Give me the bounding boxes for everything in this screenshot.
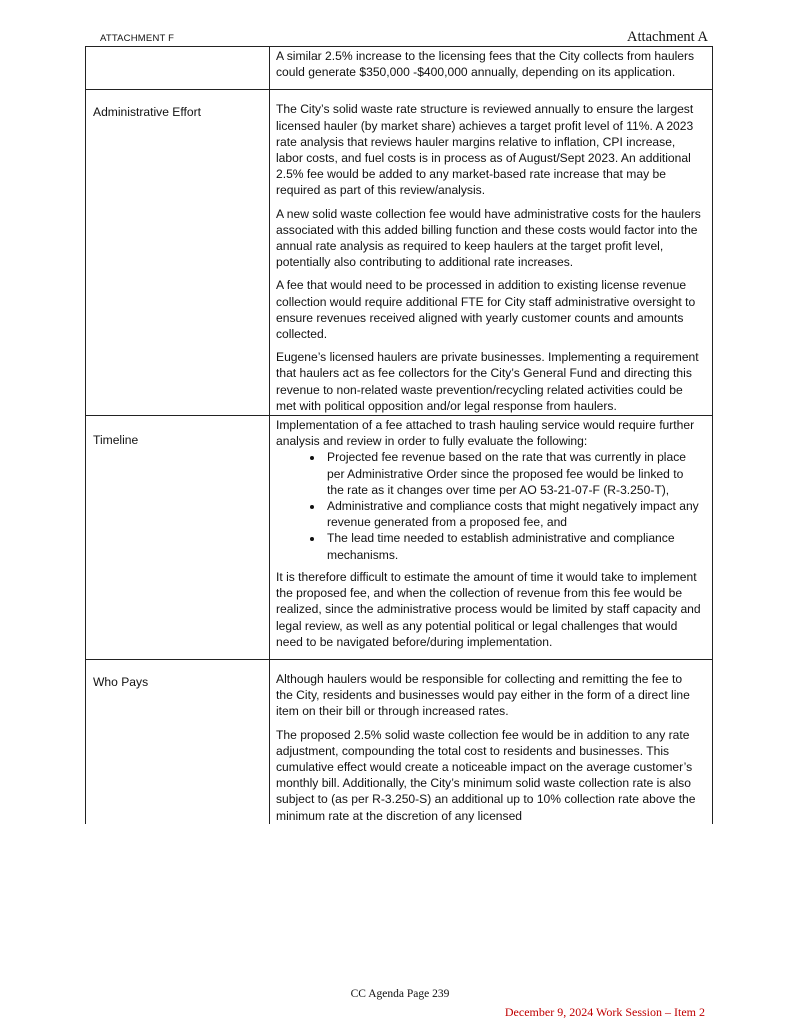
row-label-who-pays: Who Pays	[86, 659, 270, 823]
document-table	[85, 46, 713, 824]
row-content	[270, 47, 713, 90]
bullet-list	[276, 449, 702, 562]
list-item: • Projected fee revenue based on the rate that was currently in place per Administrative Order since the proposed fee would be linked to the rate as it changes over time per AO 53-21-07-F (R-3.250-T),	[324, 449, 702, 498]
paragraph: A new solid waste collection fee would have administrative costs for the haulers associated with this added billing function and these costs would factor into the annual rate analysis as required to keep haulers at the target profit level, potentially also contributing to additional rate increases.	[276, 206, 701, 270]
row-label-administrative-effort: Administrative Effort	[86, 90, 270, 416]
table-row	[86, 659, 713, 823]
page-number: CC Agenda Page 239	[350, 988, 450, 1000]
row-content	[270, 659, 713, 823]
row-content	[270, 90, 713, 416]
table-row	[86, 416, 713, 660]
list-item: • The lead time needed to establish administrative and compliance mechanisms.	[324, 530, 702, 562]
list-item: • Administrative and compliance costs that might negatively impact any revenue generated from a proposed fee, and	[324, 498, 702, 530]
row-content	[270, 416, 713, 660]
header-attachment-f: ATTACHMENT F	[100, 33, 175, 44]
paragraph: A similar 2.5% increase to the licensing fees that the City collects from haulers could generate $350,000 -$400,000 annually, depending on its application.	[276, 49, 695, 80]
paragraph: It is therefore difficult to estimate the amount of time it would take to implement the proposed fee, and when the collection of revenue from this fee would be realized, since the administrative process would be limited by staff capacity and legal review, as well as any potential political or legal challenges that would need to be navigated before/during implementation.	[276, 569, 701, 649]
header-attachment-a: Attachment A	[627, 29, 708, 45]
paragraph: The proposed 2.5% solid waste collection fee would be in addition to any rate adjustment, compounding the total cost to residents and businesses. This cumulative effect would create a noticeable impact on the average customer’s monthly bill. Additionally, the City’s minimum solid waste collection rate is also subject to (as per R-3.250-S) an additional up to 10% collection rate above the minimum rate at the discretion of any licensed	[276, 727, 696, 823]
table-row	[86, 90, 713, 416]
row-label-empty	[86, 47, 270, 90]
session-label: December 9, 2024 Work Session – Item 2	[504, 1005, 705, 1019]
paragraph: Although haulers would be responsible for collecting and remitting the fee to the City, residents and businesses would pay either in the form of a direct line item on their bill or through increased rates.	[276, 671, 690, 719]
table-row	[86, 47, 713, 90]
paragraph: The City’s solid waste rate structure is reviewed annually to ensure the largest licensed hauler (by market share) achieves a target profit level of 11%. A 2023 rate analysis that reviews hauler margins relative to inflation, CPI increase, labor costs, and fuel costs is in process as of August/Sept 2023. An additional 2.5% fee would be added to any market-based rate increase that may be required as part of this review/analysis.	[276, 102, 694, 198]
paragraph: Eugene’s licensed haulers are private businesses. Implementing a requirement that haulers act as fee collectors for the City’s General Fund and directing this revenue to non-related waste prevention/recycling related activities could be met with political opposition and/or legal response from haulers.	[276, 350, 699, 413]
row-label-timeline: Timeline	[86, 416, 270, 660]
paragraph: A fee that would need to be processed in addition to existing license revenue collection would require additional FTE for City staff administrative oversight to ensure revenues received aligned with yearly customer counts and amounts collected.	[276, 278, 696, 342]
paragraph: Implementation of a fee attached to trash hauling service would require further analysis and review in order to fully evaluate the following:	[276, 418, 695, 449]
